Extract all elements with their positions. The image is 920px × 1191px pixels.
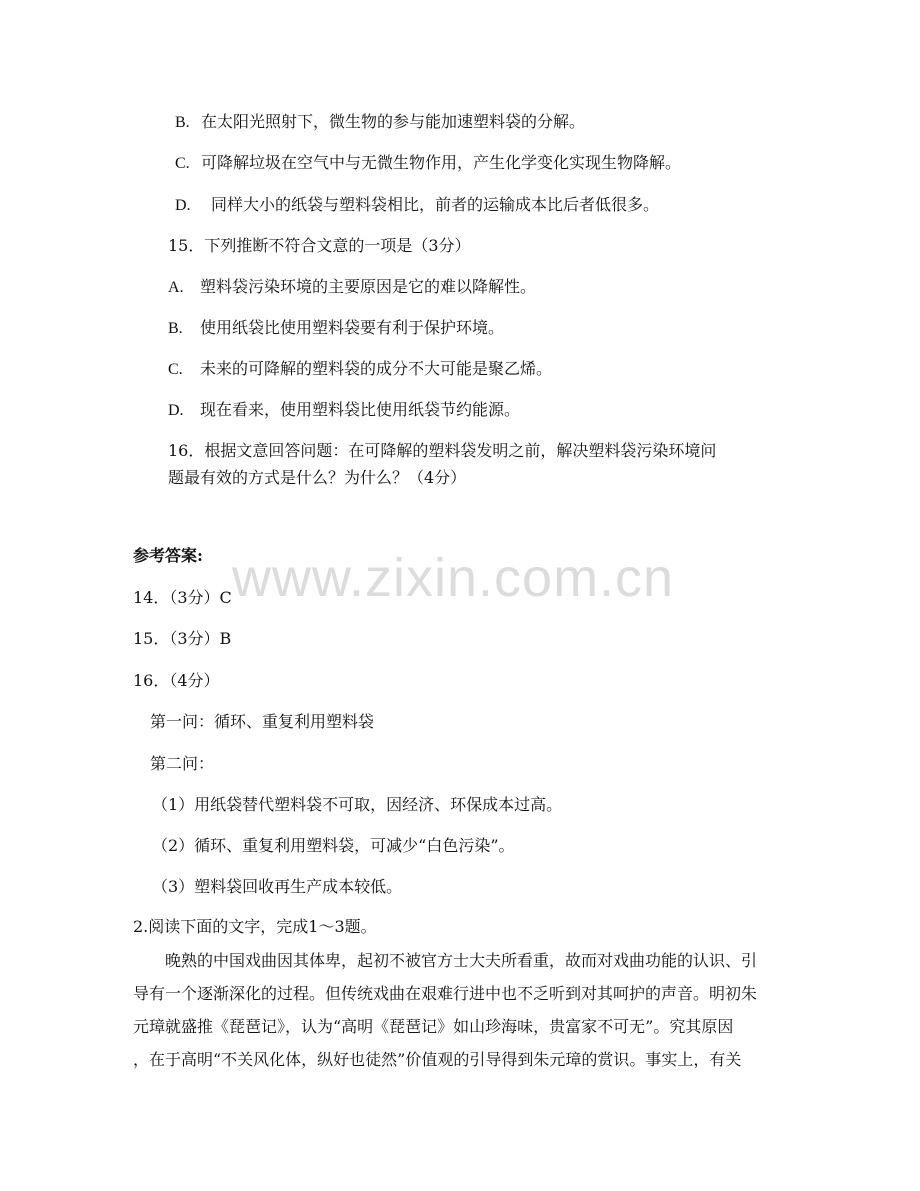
- passage-line-1: 晚熟的中国戏曲因其体卑，起初不被官方士大夫所看重，故而对戏曲功能的认识、引: [165, 951, 758, 970]
- option-text: 可降解垃圾在空气中与无微生物作用，产生化学变化实现生物降解。: [201, 153, 682, 172]
- answer-16: 16．（4分）: [133, 671, 220, 690]
- q15-option-a: [168, 277, 536, 298]
- passage-line-4: ，在于高明“不关风化体，纵好也徒然”价值观的引导得到朱元璋的赏识。事实上，有关: [133, 1050, 742, 1069]
- answer-16-second-question: 第二问：: [150, 754, 215, 773]
- answers-heading: 参考答案:: [133, 546, 203, 565]
- option-letter: B.: [168, 320, 183, 337]
- answer-14: 14．（3分）C: [133, 588, 232, 607]
- q14-option-c: [175, 153, 681, 174]
- option-letter: B.: [175, 114, 190, 131]
- section-2-intro: 2.阅读下面的文字，完成1～3题。: [133, 917, 377, 936]
- option-text: 未来的可降解的塑料袋的成分不大可能是聚乙烯。: [200, 359, 553, 378]
- answer-16-first-question: 第一问：循环、重复利用塑料袋: [150, 712, 375, 731]
- option-text: 塑料袋污染环境的主要原因是它的难以降解性。: [200, 277, 537, 296]
- q16-line-2: 题最有效的方式是什么？为什么？（4分）: [168, 468, 467, 487]
- q15-option-d: [168, 400, 520, 421]
- answer-16-reason-2: （2）循环、重复利用塑料袋，可减少“白色污染”。: [152, 836, 515, 855]
- passage-line-2: 导有一个逐渐深化的过程。但传统戏曲在艰难行进中也不乏听到对其呵护的声音。明初朱: [133, 984, 758, 1003]
- answer-16-reason-3: （3）塑料袋回收再生产成本较低。: [152, 877, 403, 896]
- q15-stem: 15．下列推断不符合文意的一项是（3分）: [168, 236, 471, 255]
- q14-option-d: [175, 195, 659, 216]
- passage-line-3: 元璋就盛推《琵琶记》，认为“高明《琵琶记》如山珍海味，贵富家不可无”。究其原因: [133, 1017, 734, 1036]
- q16-line-1: 16．根据文意回答问题：在可降解的塑料袋发明之前，解决塑料袋污染环境问: [168, 441, 717, 460]
- q15-option-b: [168, 318, 504, 339]
- q14-option-b: [175, 112, 585, 133]
- option-letter: C.: [168, 361, 183, 378]
- answer-15: 15．（3分）B: [133, 629, 232, 648]
- option-text: 同样大小的纸袋与塑料袋相比，前者的运输成本比后者低很多。: [211, 195, 660, 214]
- option-letter: D.: [168, 402, 184, 419]
- option-letter: C.: [175, 155, 190, 172]
- watermark: www.zixin.com.cn: [232, 548, 675, 608]
- answer-16-reason-1: （1）用纸袋替代塑料袋不可取，因经济、环保成本过高。: [152, 795, 563, 814]
- option-text: 使用纸袋比使用塑料袋要有利于保护环境。: [200, 318, 505, 337]
- option-text: 在太阳光照射下，微生物的参与能加速塑料袋的分解。: [201, 112, 586, 131]
- option-letter: D.: [175, 197, 191, 214]
- option-letter: A.: [168, 279, 184, 296]
- option-text: 现在看来，使用塑料袋比使用纸袋节约能源。: [200, 400, 521, 419]
- q15-option-c: [168, 359, 552, 380]
